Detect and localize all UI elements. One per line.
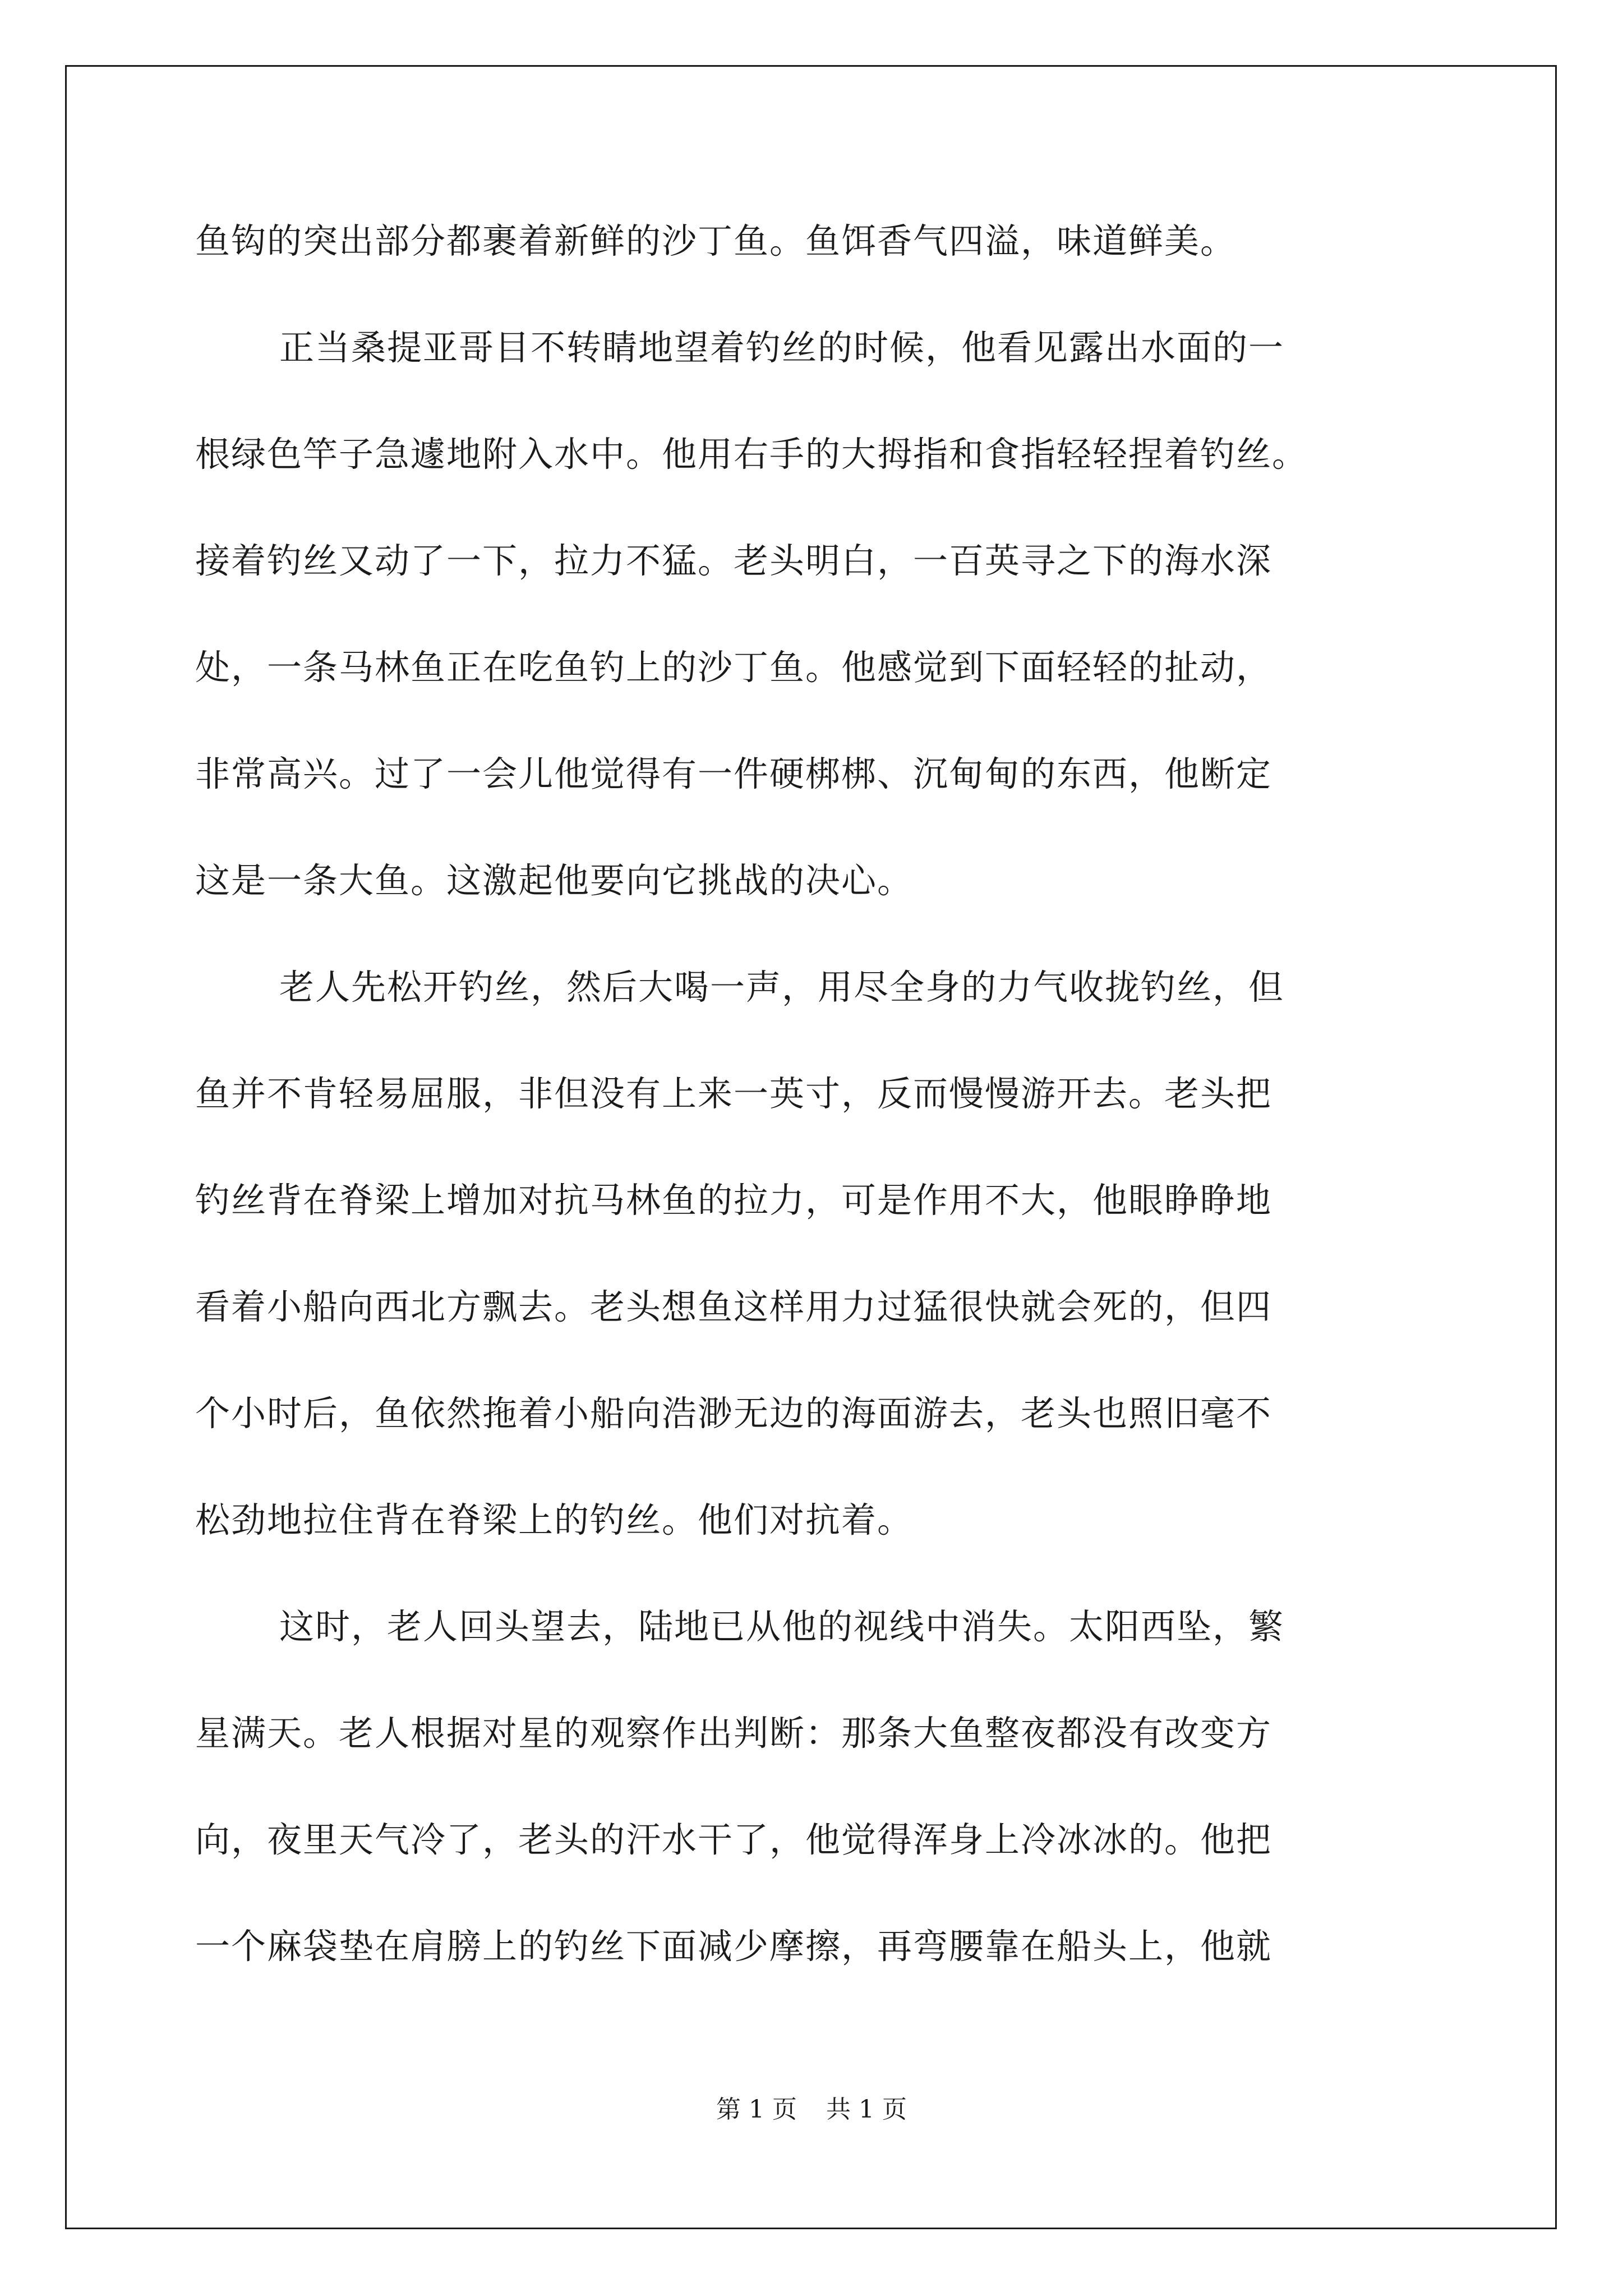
text-line: 老人先松开钓丝，然后大喝一声，用尽全身的力气收拢钓丝，但: [279, 967, 1285, 1007]
text-line: 松劲地拉住背在脊梁上的钓丝。他们对抗着。: [195, 1499, 914, 1540]
text-line: 这是一条大鱼。这激起他要向它挑战的决心。: [195, 860, 914, 901]
document-body: [195, 208, 1429, 2019]
text-line: 接着钓丝又动了一下，拉力不猛。老头明白，一百英寻之下的海水深: [195, 540, 1272, 581]
text-line: 鱼钩的突出部分都裹着新鲜的沙丁鱼。鱼饵香气四溢，味道鲜美。: [195, 220, 1237, 261]
text-line: 向，夜里天气冷了，老头的汗水干了，他觉得浑身上冷冰冰的。他把: [195, 1819, 1272, 1860]
text-line: 看着小船向西北方飘去。老头想鱼这样用力过猛很快就会死的，但四: [195, 1286, 1272, 1327]
text-line: 钓丝背在脊梁上增加对抗马林鱼的拉力，可是作用不大，他眼睁睁地: [195, 1180, 1272, 1221]
text-line: 这时，老人回头望去，陆地已从他的视线中消失。太阳西坠，繁: [279, 1606, 1285, 1647]
text-line: 正当桑提亚哥目不转睛地望着钓丝的时候，他看见露出水面的一: [279, 327, 1285, 368]
text-line: 处，一条马林鱼正在吃鱼钓上的沙丁鱼。他感觉到下面轻轻的扯动，: [195, 647, 1272, 688]
page-number: 第 1 页: [716, 2095, 797, 2124]
text-line: 鱼并不肯轻易屈服，非但没有上来一英寸，反而慢慢游开去。老头把: [195, 1073, 1272, 1114]
page-total: 共 1 页: [826, 2095, 907, 2124]
text-line: 非常高兴。过了一会儿他觉得有一件硬梆梆、沉甸甸的东西，他断定: [195, 753, 1272, 794]
text-line: 星满天。老人根据对星的观察作出判断：那条大鱼整夜都没有改变方: [195, 1713, 1272, 1754]
text-line: 个小时后，鱼依然拖着小船向浩渺无边的海面游去，老头也照旧毫不: [195, 1393, 1272, 1434]
text-line: 一个麻袋垫在肩膀上的钓丝下面减少摩擦，再弯腰靠在船头上，他就: [195, 1926, 1272, 1967]
page-footer: [0, 2089, 1623, 2125]
text-line: 根绿色竿子急遽地附入水中。他用右手的大拇指和食指轻轻捏着钓丝。: [195, 434, 1308, 475]
